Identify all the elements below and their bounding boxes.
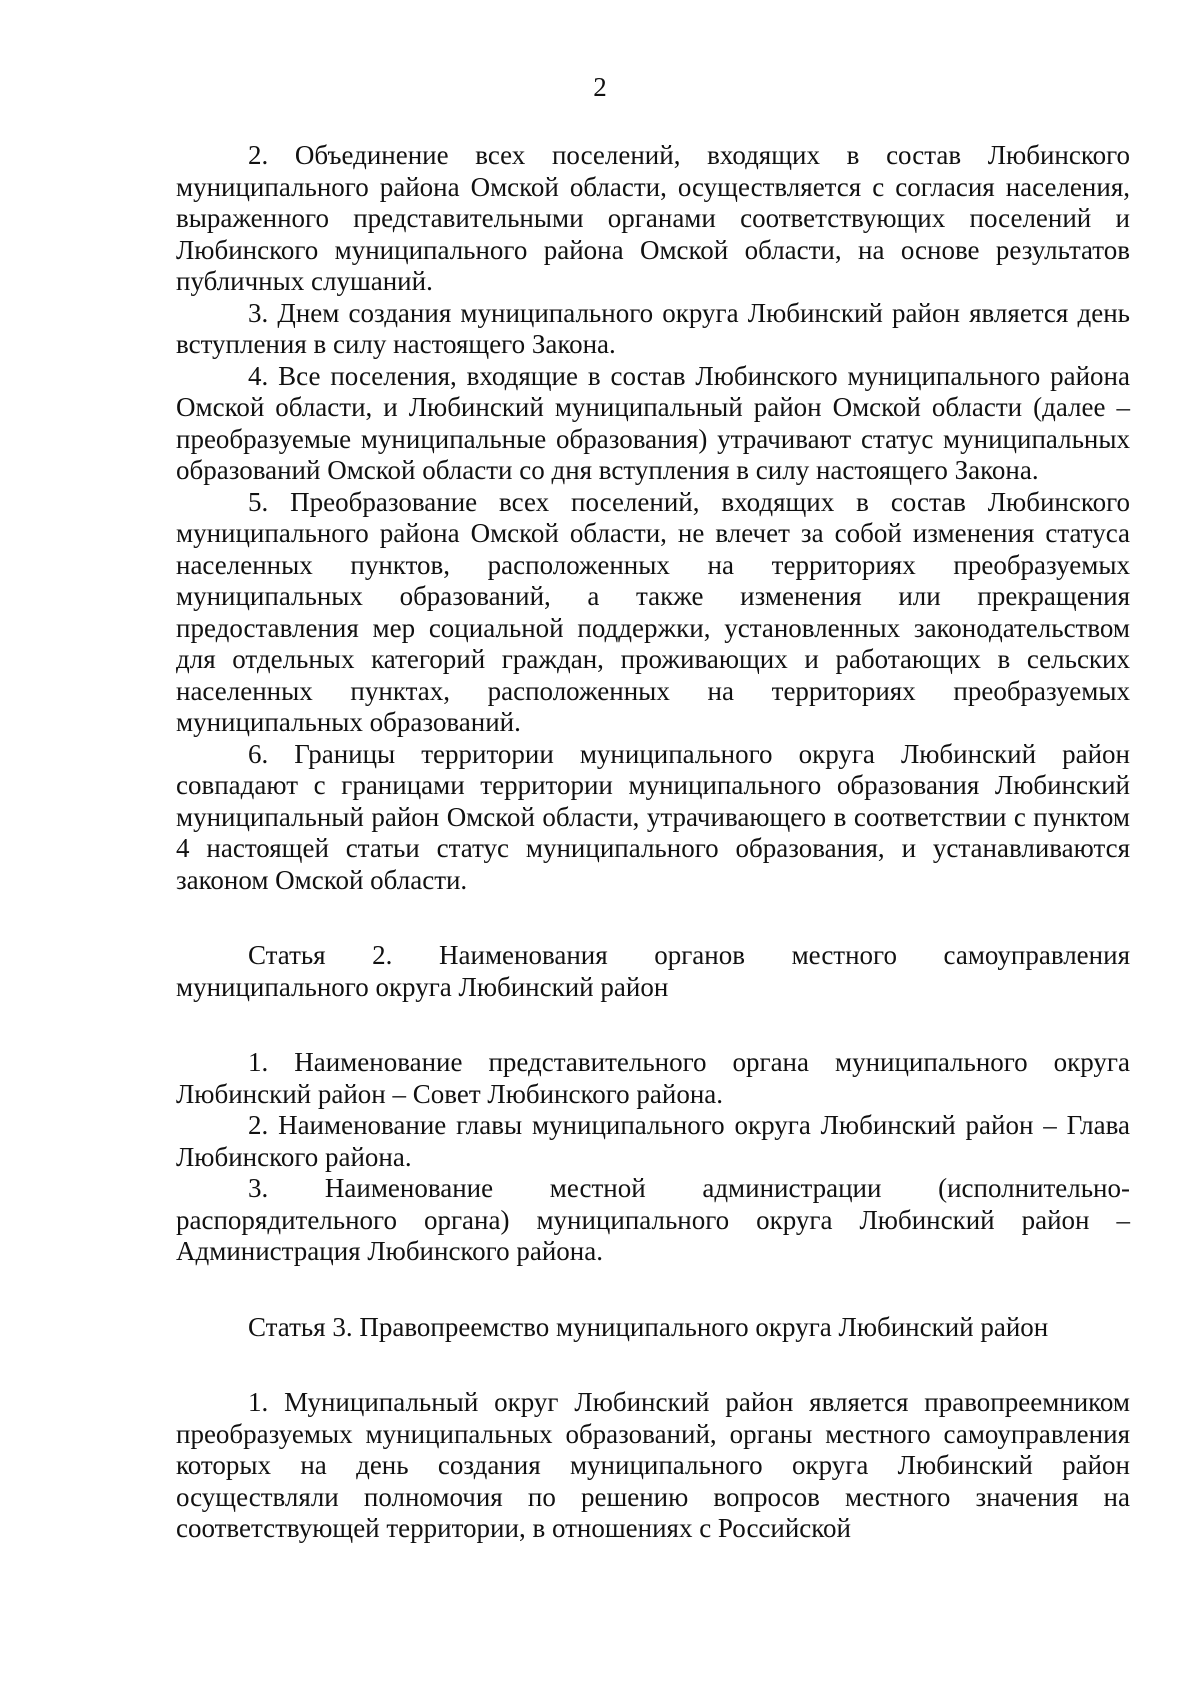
article2-paragraph-3: 3. Наименование местной администрации (исполнительно-распорядительного органа) муниципального округа Любинский район – Администрация Любинского района. bbox=[176, 1173, 1130, 1266]
document-body bbox=[176, 140, 1130, 1545]
article1-paragraph-4: 4. Все поселения, входящие в состав Любинского муниципального района Омской области, и Любинский муниципальный район Омской области (далее – преобразуемые муниципальные образования) утрачивают статус муниципальных образований Омской области со дня вступления в силу настоящего Закона. bbox=[176, 360, 1130, 485]
article1-paragraph-3: 3. Днем создания муниципального округа Любинский район является день вступления в силу настоящего Закона. bbox=[176, 297, 1130, 359]
article3-heading: Статья 3. Правопреемство муниципального округа Любинский район bbox=[248, 1311, 1049, 1342]
article1-paragraph-6: 6. Границы территории муниципального округа Любинский район совпадают с границами территории муниципального образования Любинский муниципальный район Омской области, утрачивающего в соответствии с пунктом 4 настоящей статьи статус муниципального образования, и устанавливаются законом Омской области. bbox=[176, 738, 1130, 895]
article2-heading: Статья 2. Наименования органов местного самоуправления муниципального округа Любинский район bbox=[176, 940, 1130, 1002]
article3-paragraph-1: 1. Муниципальный округ Любинский район является правопреемником преобразуемых муниципальных образований, органы местного самоуправления которых на день создания муниципального округа Любинский район осуществляли полномочия по решению вопросов местного значения на соответствующей территории, в отношениях с Российской bbox=[176, 1387, 1130, 1543]
page-number: 2 bbox=[593, 72, 607, 102]
article2-paragraph-2: 2. Наименование главы муниципального округа Любинский район – Глава Любинского района. bbox=[176, 1110, 1130, 1172]
article1-paragraph-5: 5. Преобразование всех поселений, входящих в состав Любинского муниципального района Омской области, не влечет за собой изменения статуса населенных пунктов, расположенных на территориях преобразуемых муниципальных образований, а также изменения или прекращения предоставления мер социальной поддержки, установленных законодательством для отдельных категорий граждан, проживающих и работающих в сельских населенных пунктах, расположенных на территориях преобразуемых муниципальных образований. bbox=[176, 486, 1130, 737]
article1-paragraph-2: 2. Объединение всех поселений, входящих в состав Любинского муниципального района Омской области, осуществляется с согласия населения, выраженного представительными органами соответствующих поселений и Любинского муниципального района Омской области, на основе результатов публичных слушаний. bbox=[176, 140, 1130, 296]
article2-paragraph-1: 1. Наименование представительного органа муниципального округа Любинский район – Совет Любинского района. bbox=[176, 1047, 1130, 1109]
